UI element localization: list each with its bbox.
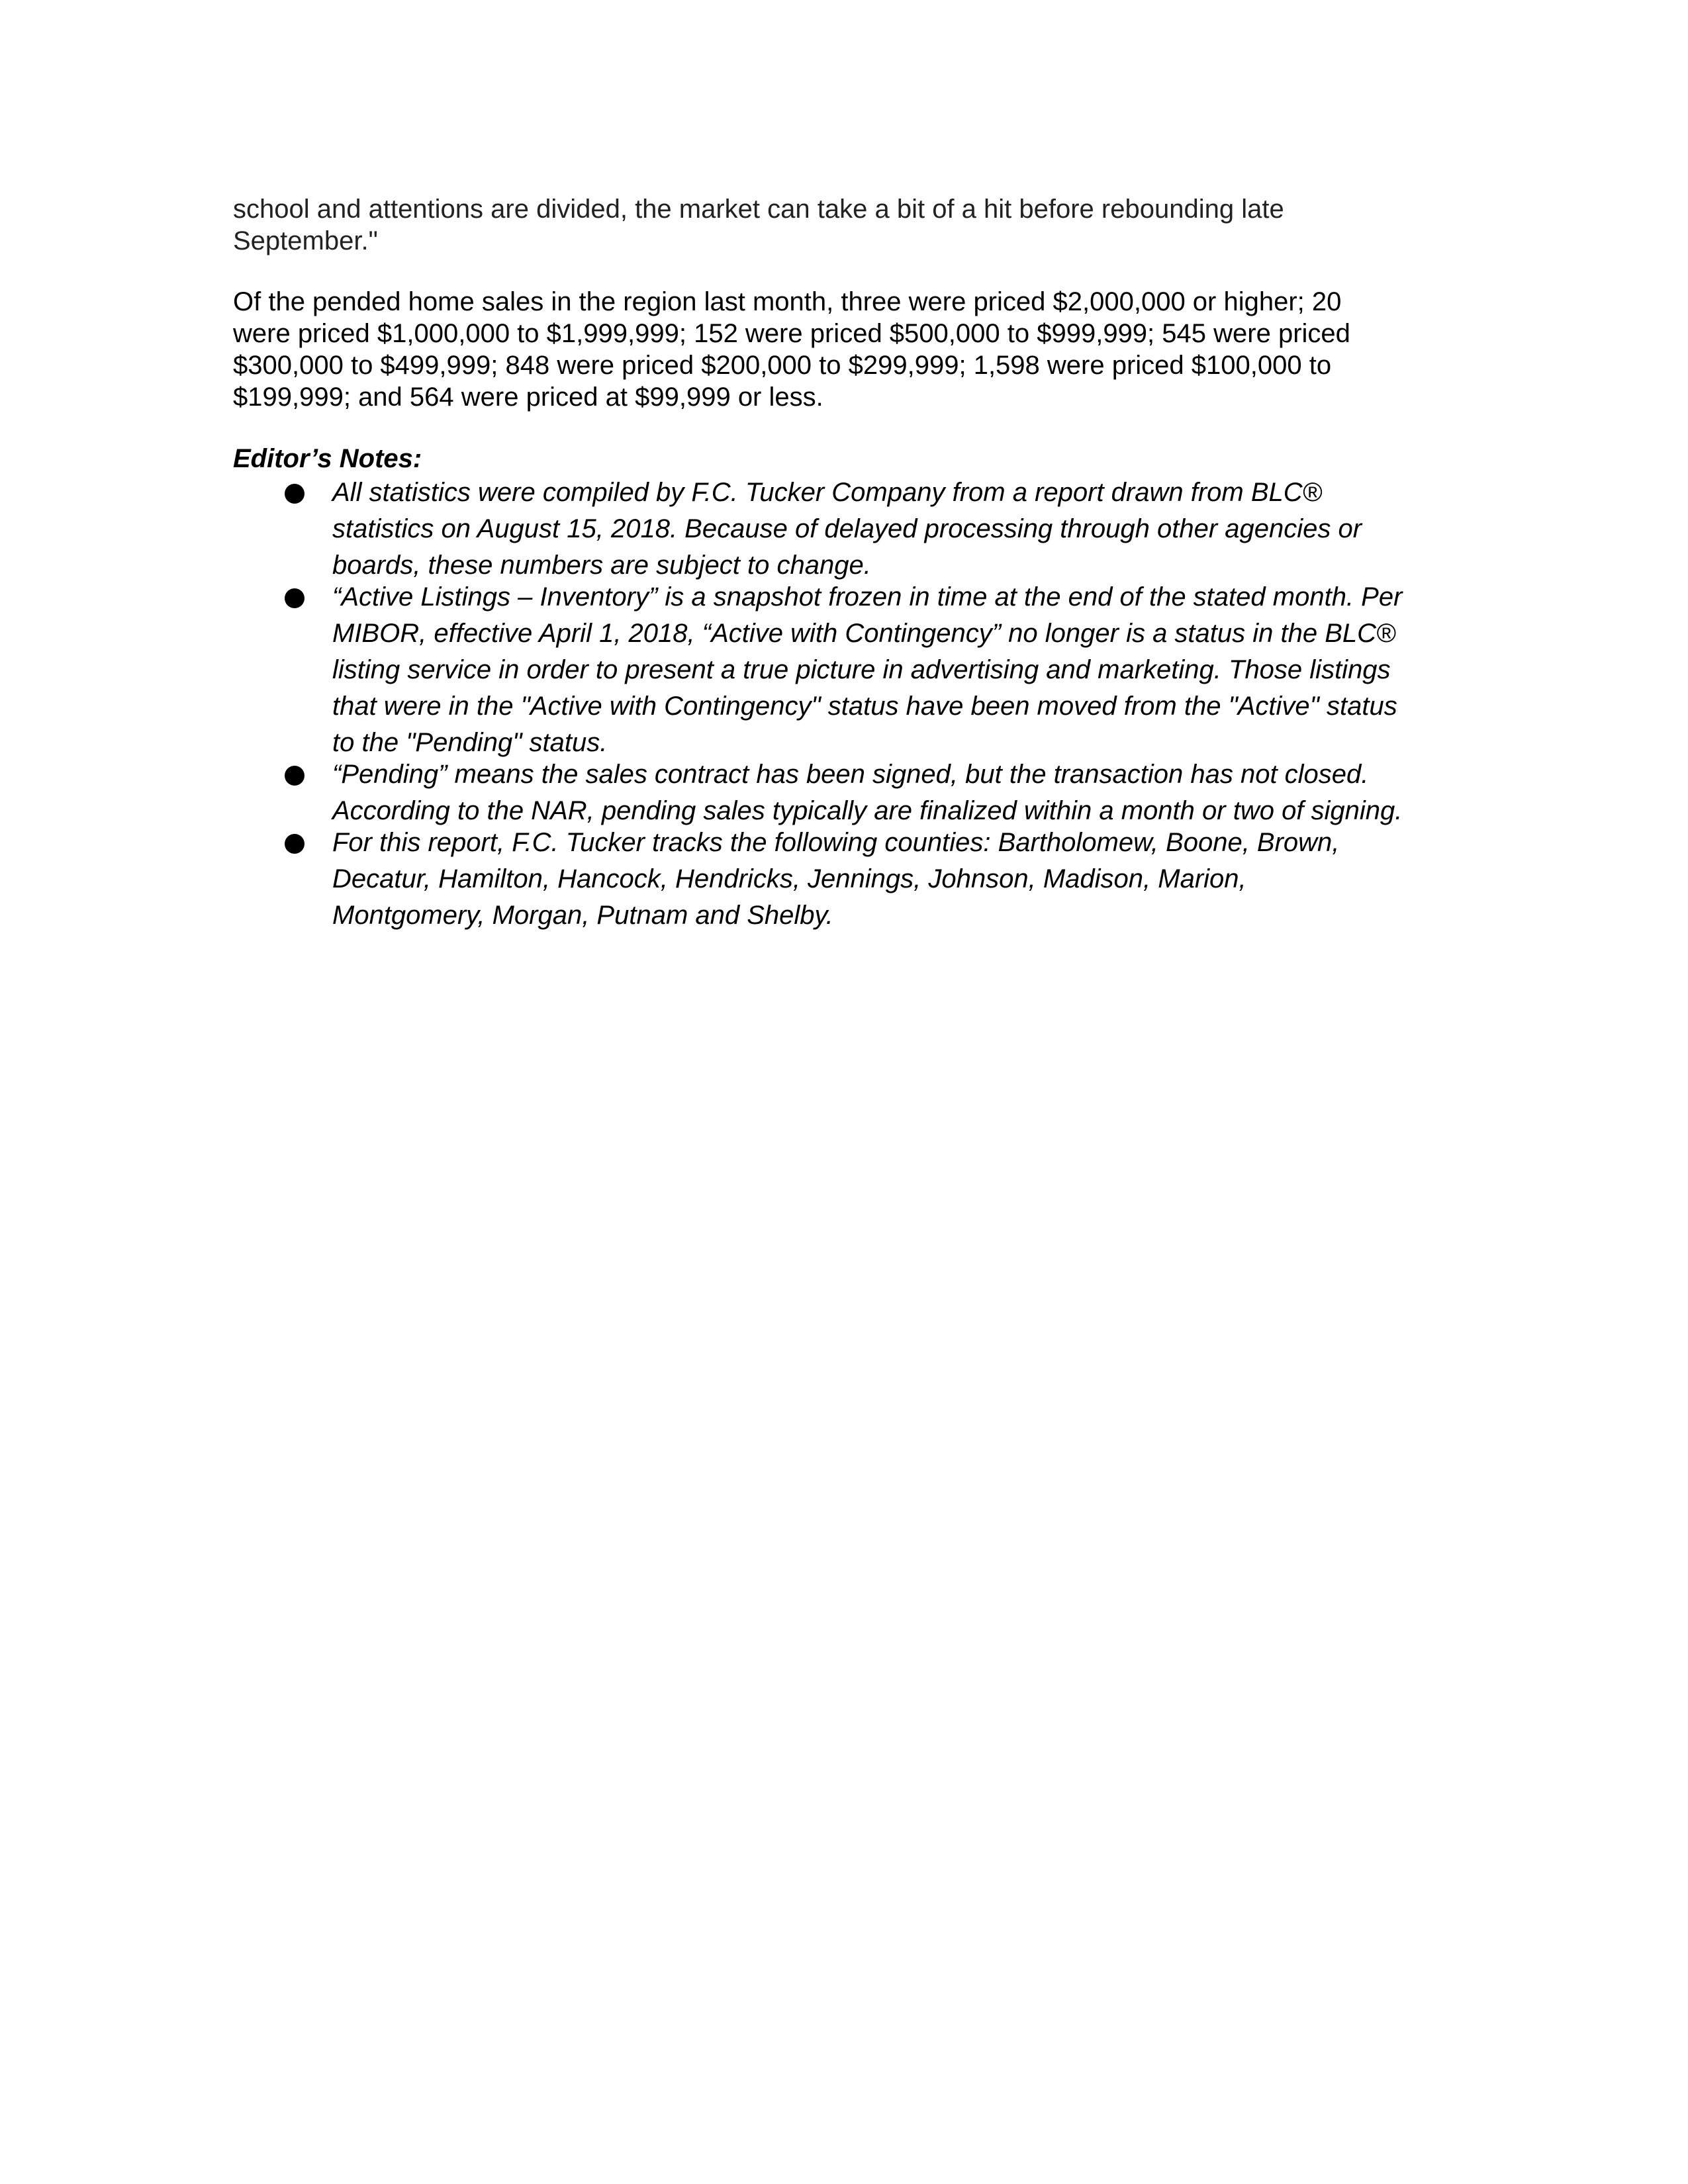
note-line: listing service in order to present a true picture in advertising and marketing. Those listings [332,655,1391,684]
bullet-icon [285,766,305,786]
text-line: September." [233,226,378,255]
note-line: “Active Listings – Inventory” is a snapshot frozen in time at the end of the stated month. Per [332,582,1403,612]
note-line: For this report, F.C. Tucker tracks the following counties: Bartholomew, Boone, Brown, [332,828,1340,857]
text-line: school and attentions are divided, the market can take a bit of a hit before rebounding late [233,195,1284,224]
editors-note-item [233,825,1477,934]
note-line: MIBOR, effective April 1, 2018, “Active with Contingency” no longer is a status in the BLC® [332,619,1396,648]
note-line: Decatur, Hamilton, Hancock, Hendricks, Jennings, Johnson, Madison, Marion, [332,864,1246,893]
paragraph-market-continuation [233,193,1477,257]
text-line: Of the pended home sales in the region last month, three were priced $2,000,000 or higher; 20 [233,287,1342,316]
note-line: “Pending” means the sales contract has been signed, but the transaction has not closed. [332,760,1369,789]
editors-note-item [233,475,1477,584]
bullet-icon [285,834,305,854]
note-line: All statistics were compiled by F.C. Tucker Company from a report drawn from BLC® [332,478,1323,507]
text-line: $199,999; and 564 were priced at $99,999 or less. [233,383,823,412]
editors-note-item [233,756,1477,829]
note-line: to the "Pending" status. [332,728,608,757]
note-line: According to the NAR, pending sales typically are finalized within a month or two of signing. [332,796,1403,825]
note-line: boards, these numbers are subject to change. [332,551,871,580]
document-page [233,193,1477,934]
note-line: statistics on August 15, 2018. Because of delayed processing through other agencies or [332,514,1362,543]
text-line: $300,000 to $499,999; 848 were priced $200,000 to $299,999; 1,598 were priced $100,000 to [233,351,1332,380]
note-line: that were in the "Active with Contingency" status have been moved from the "Active" status [332,692,1397,721]
text-line: were priced $1,000,000 to $1,999,999; 152 were priced $500,000 to $999,999; 545 were priced [233,319,1350,348]
bullet-icon [285,484,305,504]
editors-note-item [233,579,1477,761]
paragraph-pended-sales [233,286,1477,413]
editors-notes-heading: Editor’s Notes: [233,444,422,473]
editors-notes-list [233,475,1477,934]
bullet-icon [285,588,305,608]
note-line: Montgomery, Morgan, Putnam and Shelby. [332,901,833,930]
